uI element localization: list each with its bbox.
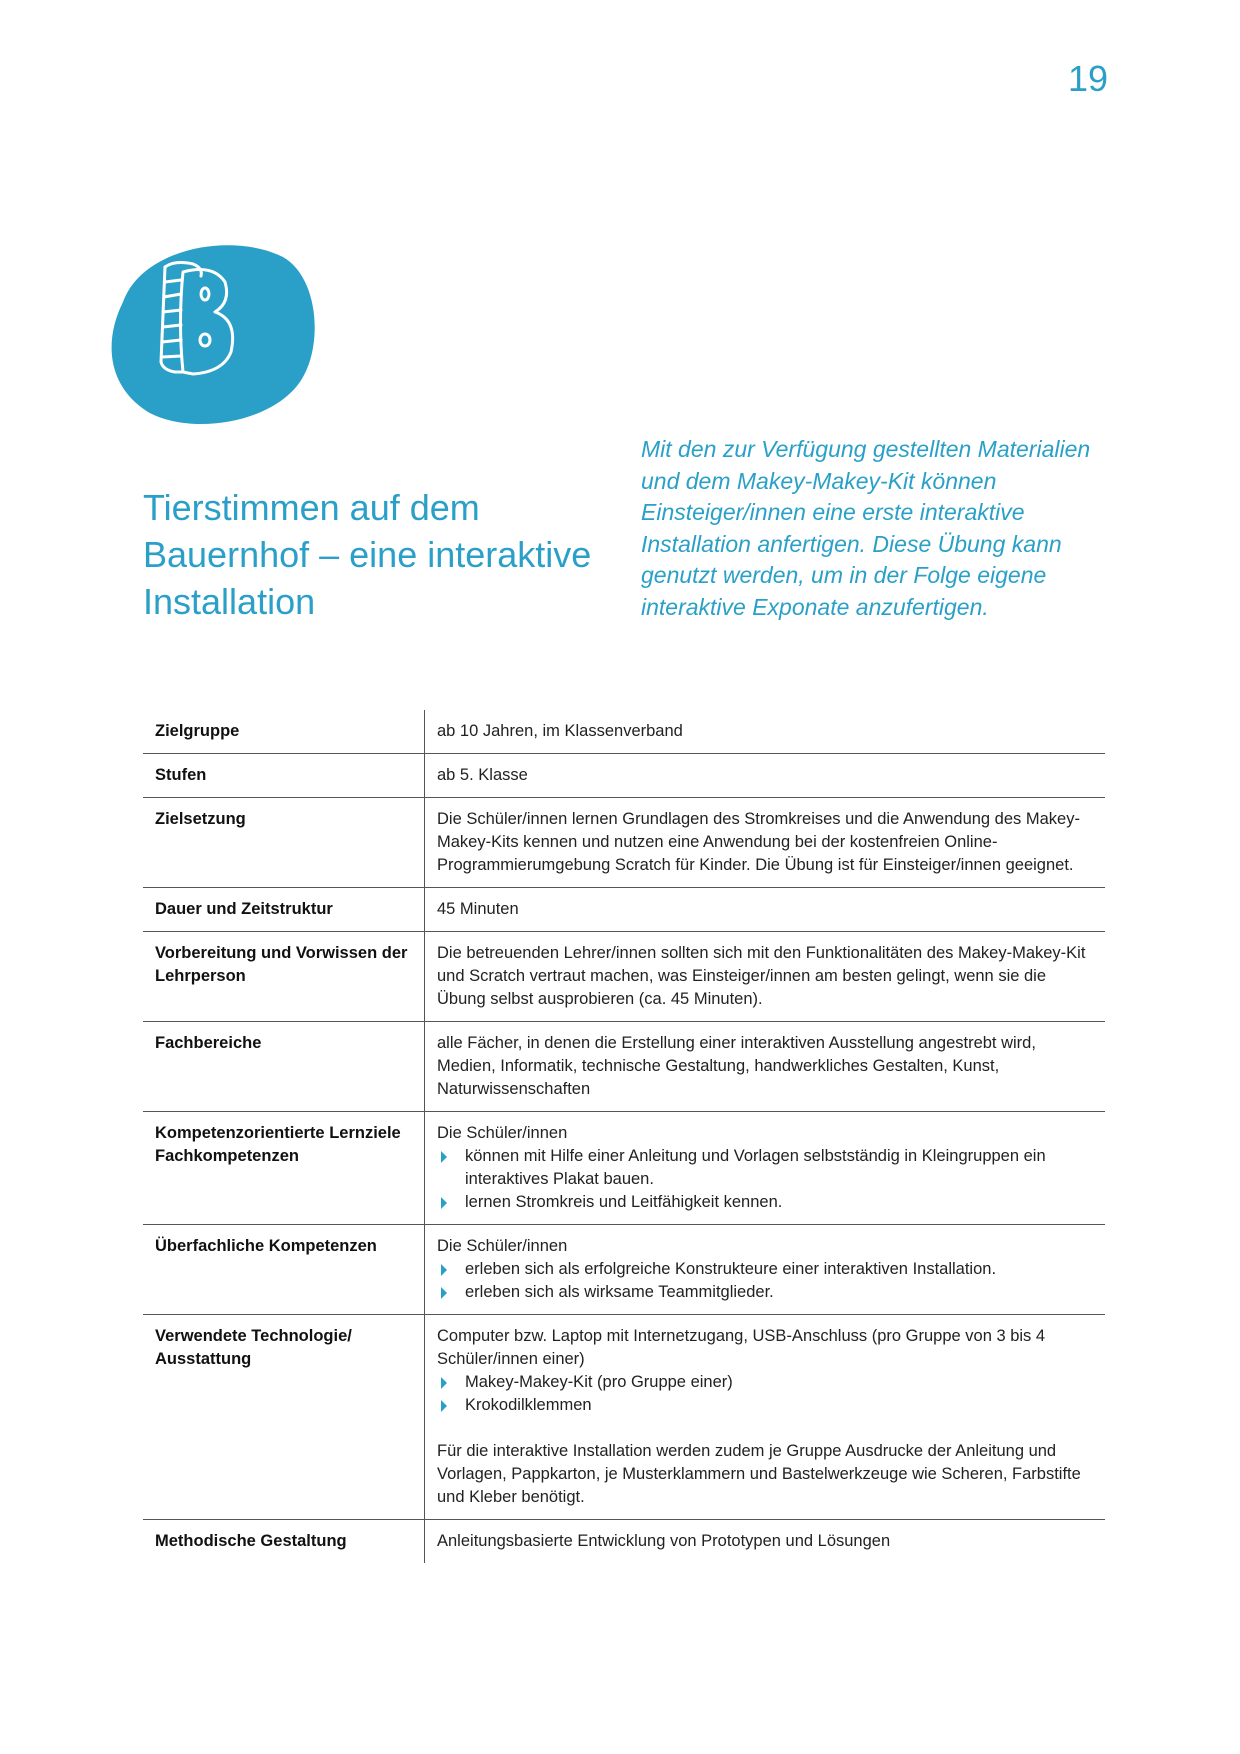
row-label: Überfachliche Kompetenzen — [143, 1225, 425, 1315]
row-text: 45 Minuten — [437, 900, 519, 918]
bullet-triangle-icon — [441, 1151, 447, 1163]
intro-text: Mit den zur Verfügung gestellten Materialien und dem Makey-Makey-Kit können Einsteiger/innen eine erste interaktive Installation anfertigen. Diese Übung kann genutzt werden, um in der Folge eigene interaktive Exponate anzufertigen. — [641, 436, 1091, 620]
bullet-text: erleben sich als erfolgreiche Konstrukteure einer interaktiven Installation. — [465, 1260, 997, 1278]
row-value — [425, 1225, 1106, 1315]
row-label: Zielgruppe — [143, 710, 425, 754]
row-value — [425, 1520, 1106, 1564]
row-label: Vorbereitung und Vorwissen der Lehrperson — [143, 932, 425, 1022]
row-note: Für die interaktive Installation werden zudem je Gruppe Ausdrucke der Anleitung und Vorlagen, Pappkarton, je Musterklammern und Bastelwerkzeuge wie Scheren, Farbstifte und Kleber benötigt. — [437, 1442, 1081, 1506]
bullet-item — [437, 1371, 1093, 1394]
table-row — [143, 1520, 1105, 1564]
table-row — [143, 1112, 1105, 1225]
bullet-triangle-icon — [441, 1197, 447, 1209]
bullet-triangle-icon — [441, 1287, 447, 1299]
bullet-text: Krokodilklemmen — [465, 1396, 592, 1414]
table-row — [143, 754, 1105, 798]
bullet-text: erleben sich als wirksame Teammitglieder. — [465, 1283, 774, 1301]
page-number: 19 — [1067, 58, 1108, 99]
row-value — [425, 932, 1106, 1022]
table-row — [143, 710, 1105, 754]
row-text: alle Fächer, in denen die Erstellung einer interaktiven Ausstellung angestrebt wird, Medien, Informatik, technische Gestaltung, handwerkliches Gestalten, Kunst, Naturwissenschaften — [437, 1034, 1036, 1098]
row-label: Kompetenzorientierte Lernziele Fachkompetenzen — [143, 1112, 425, 1225]
bullet-triangle-icon — [441, 1377, 447, 1389]
info-table — [143, 710, 1105, 1563]
row-text: Die Schüler/innen — [437, 1124, 568, 1142]
row-text: Die Schüler/innen — [437, 1237, 568, 1255]
row-text: ab 10 Jahren, im Klassenverband — [437, 722, 683, 740]
row-label: Dauer und Zeitstruktur — [143, 888, 425, 932]
table-row — [143, 1022, 1105, 1112]
bullet-item — [437, 1281, 1093, 1304]
bullet-text: können mit Hilfe einer Anleitung und Vorlagen selbstständig in Kleingruppen ein interaktives Plakat bauen. — [465, 1147, 1046, 1188]
chapter-badge-b-icon — [103, 232, 318, 432]
row-value — [425, 1022, 1106, 1112]
row-value — [425, 1315, 1106, 1520]
bullet-triangle-icon — [441, 1400, 447, 1412]
bullet-item — [437, 1191, 1093, 1214]
row-text: Die betreuenden Lehrer/innen sollten sich mit den Funktionalitäten des Makey-Makey-Kit und Scratch vertraut machen, was Einsteiger/innen am besten gelingt, wenn sie die Übung selbst ausprobieren (ca. 45 Minuten). — [437, 944, 1086, 1008]
bullet-text: Makey-Makey-Kit (pro Gruppe einer) — [465, 1373, 733, 1391]
row-label: Stufen — [143, 754, 425, 798]
page-title: Tierstimmen auf dem Bauernhof – eine interaktive Installation — [143, 487, 592, 622]
row-value — [425, 1112, 1106, 1225]
bullet-text: lernen Stromkreis und Leitfähigkeit kennen. — [465, 1193, 783, 1211]
row-text: Computer bzw. Laptop mit Internetzugang, USB-Anschluss (pro Gruppe von 3 bis 4 Schüler/innen einer) — [437, 1327, 1046, 1368]
table-row — [143, 932, 1105, 1022]
bullet-item — [437, 1258, 1093, 1281]
row-text: Anleitungsbasierte Entwicklung von Prototypen und Lösungen — [437, 1532, 891, 1550]
table-row — [143, 798, 1105, 888]
row-value — [425, 710, 1106, 754]
row-text: Die Schüler/innen lernen Grundlagen des Stromkreises und die Anwendung des Makey-Makey-Kits kennen und nutzen eine Anwendung bei der kostenfreien Online-Programmierumgebung Scratch für Kinder. Die Übung ist für Einsteiger/innen geeignet. — [437, 810, 1080, 874]
row-label: Methodische Gestaltung — [143, 1520, 425, 1564]
row-text: ab 5. Klasse — [437, 766, 528, 784]
bullet-item — [437, 1394, 1093, 1417]
table-row — [143, 1315, 1105, 1520]
row-label: Zielsetzung — [143, 798, 425, 888]
row-value — [425, 754, 1106, 798]
bullet-triangle-icon — [441, 1264, 447, 1276]
table-row — [143, 888, 1105, 932]
row-value — [425, 888, 1106, 932]
row-label: Fachbereiche — [143, 1022, 425, 1112]
table-row — [143, 1225, 1105, 1315]
spacer — [437, 1417, 1093, 1440]
row-label: Verwendete Technologie/ Ausstattung — [143, 1315, 425, 1520]
bullet-item — [437, 1145, 1093, 1191]
row-value — [425, 798, 1106, 888]
